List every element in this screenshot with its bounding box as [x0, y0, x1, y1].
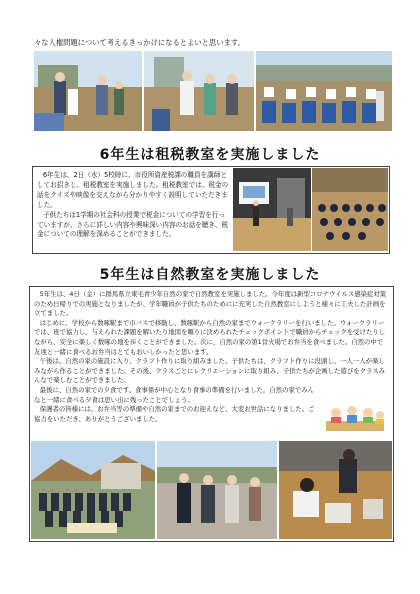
section5-box: [29, 286, 394, 542]
section6-paragraph: 6年生は、2日（水）5校時に、市役所資産税課の職員を講師としてお招きし、租税教室を実施しました。租税教室では、税金の話をクイズや映像を交えながら分かりやすく説明していただきました。: [37, 171, 229, 209]
photo-tax-lecture-students: [312, 168, 388, 251]
section5-paragraph: 5年生は、4日（金）に群馬県立東毛青少年自然の家で自然教室を実施しました。今年度は新型コロナウイルス感染症対策のため日帰りでの実施となりましたが、学年職員が子供たちのためにに充実した自然教室にしようと様々に工夫した計画を立てました。: [34, 290, 387, 318]
photo-walk-rally: [157, 441, 277, 539]
section5-paragraph: 保護者の皆様には、お弁当等の準備や自然の家までのお迎えなど、大変お世話になりました。ご協力をいただき、ありがとうございました。: [34, 405, 315, 423]
section5-paragraph: はじめに、学校から数啄駅まで市バスで移動し、数啄駅から自然の家までウォークラリーを行いました。ウォークラリーでは、班で協力し、与えられた課題を解いたり地図を頼りに決められたチェックポイントで職員からチェックを受けたりしながら、安全に楽しく数啄の地を歩くことができました。次に、自然の家の第1営火場でお弁当を食べました。自然の中で友達と一緒に食べるお弁当はとてもおいしかったと思います。: [34, 318, 386, 356]
section5-paragraph: 午後は、自然の家の施設に入り、クラフト作りに取り組みました。子供たちは、クラフト作りに没頭し、一人一人が楽しみながら作ることができました。その後、クラスごとにレクリエーションに取り組み、子供たちが企画した遊びをクラスみんなで楽しむことができました。: [34, 357, 385, 385]
photo-audience-with-signs: [256, 51, 392, 131]
photo-craft-making: [279, 441, 392, 539]
kids-eating-illustration: [322, 401, 388, 435]
photo-tax-lecture-screen: [233, 168, 311, 251]
section6-paragraph: 子供たちは1学期の社会科の授業で税金についての学習を行っていますが、さらに詳しい内容や興味深い内容のお話を聴き、税金についての理解を深めることができました。: [37, 210, 228, 239]
top-photo-row: [34, 51, 392, 131]
photo-student-presentation-2: [144, 51, 254, 131]
section6-text: [37, 171, 231, 240]
photo-student-presentation-1: [34, 51, 142, 131]
section5-title: 5年生は自然教室を実施しました: [99, 267, 321, 283]
section6-title: 6年生は租税教室を実施しました: [99, 147, 321, 163]
section6-box: [32, 166, 390, 254]
section5-paragraph: 最後に、自然の家での夕食です。食事係が中心となり食事の準備を行いました。自然の家でみんなと一緒に食べる夕食は思い出に残ったことでしょう。: [34, 385, 315, 404]
photo-group-at-nature-house: [31, 441, 155, 539]
intro-text: 々な人権問題について考えるきっかけになるとよいと思います。: [34, 38, 245, 47]
